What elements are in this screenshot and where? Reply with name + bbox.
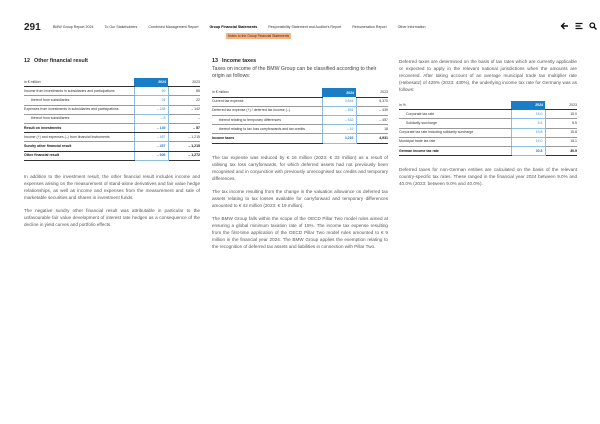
column-other-financial-result (24, 58, 200, 234)
paragraph: Deferred taxes for non-German entities are calculated on the basis of the relevant country-specific tax rates. These ranged in the financial year 2024 between 9.0% and 40.0% (2023: between 9.0% and 40.0%). (399, 167, 577, 187)
section-13-lead: Taxes on income of the BMW Group can be classified according to their origin as follows: (212, 66, 377, 80)
tax-rates-table (399, 101, 577, 156)
table-row: Sundry other financial result – 457 – 1,215 (24, 142, 200, 151)
column-tax-rates (399, 58, 577, 193)
section-13-heading: 13 Income taxes (212, 58, 257, 64)
paragraph: The BMW Group falls within the scope of the OECD Pillar Two model rules aimed at ensuring a global minimum taxation rate of 15%. The income tax expense resulting from the first-time application of the OECD Pillar Two model rules amounted to € 9 million in the financial year 2024. The BMW Group applies the exemption relating to the recognition of deferred tax assets and liabilities in connection with Pillar Two. (212, 215, 388, 249)
table-row-total: German income tax rate 30.8 30.9 (399, 146, 577, 155)
table-row: Income from investments in subsidiaries and participations 59 85 (24, 87, 200, 96)
paragraph: In addition to the investment result, the other financial result includes income and expenses arising on the measurement of stand-alone derivatives and fair value hedge relationships, as well as income and expenses from the measurement and sale of marketable securities and shares in investment funds. (24, 173, 200, 200)
table-row: thereof relating to temporary differences – 532 – 457 (212, 115, 388, 124)
nav-combined-management-report[interactable]: Combined Management Report (148, 25, 199, 29)
search-icon[interactable] (589, 22, 597, 30)
table-row: Corporate tax rate including solidarity surcharge 15.8 15.8 (399, 128, 577, 137)
table-row: Corporate tax rate 15.0 15.0 (399, 110, 577, 119)
back-arrow-icon[interactable] (560, 22, 569, 30)
table-row: Deferred tax expense (+) / deferred tax income (–) – 551 – 439 (212, 106, 388, 115)
column-income-taxes (212, 58, 388, 256)
section-12-heading: 12 Other financial result (24, 58, 88, 64)
nav-bmw-group-report[interactable]: BMW Group Report 2024 (53, 25, 94, 29)
nav-other-information[interactable]: Other Information (397, 25, 426, 29)
table-row: thereof from subsidiaries – 8 – (24, 114, 200, 123)
table-header-row: in € million 2024 2023 (24, 78, 200, 87)
table-header-row: in % 2024 2023 (399, 101, 577, 110)
table-row-total: Other financial result – 606 – 1,272 (24, 151, 200, 160)
report-header (0, 0, 600, 45)
nav-responsibility-statement[interactable]: Responsibility Statement and Auditor's Report (268, 25, 342, 29)
paragraph: The negative sundry other financial result was attributable in particular to the unfavourable fair value development of interest rate hedges as a consequence of the decline in yield curves and portfolio effects. (24, 207, 200, 227)
nav-group-financial-statements[interactable]: Group Financial Statements (209, 25, 258, 29)
tax-rates-intro: Deferred taxes are determined on the basis of tax rates which are currently applicable or expected to apply in the relevant national jurisdictions when the amounts are recovered. After taking account of an average municipal trade tax multiplier rate (Hebesatz) of 429% (2023: 430%), the underlying income tax rate for Germany was as follows: (399, 59, 577, 92)
table-row-total: Income taxes 3,293 4,931 (212, 134, 388, 143)
nav-to-our-stakeholders[interactable]: To Our Stakeholders (104, 25, 138, 29)
subnav-notes[interactable]: Notes to the Group Financial Statements (228, 34, 290, 38)
table-row: Result on investments – 149 – 57 (24, 123, 200, 132)
paragraph: The tax expense was reduced by € 16 million (2023: € 33 million) as a result of utilising tax loss carryforwards, for which deferred assets had not previously been recognised and in conjunction with previously unrecognised tax credits and temporary differences. (212, 154, 388, 181)
table-row: Expenses from investments in subsidiaries and participations – 248 – 142 (24, 105, 200, 114)
header-icons (560, 22, 597, 30)
table-row: thereof from subsidiaries 24 22 (24, 96, 200, 105)
top-navigation (53, 25, 426, 29)
table-row: Income (+) and expenses (–) from financial instruments – 457 – 1,215 (24, 133, 200, 142)
table-row: Solidarity surcharge 5.5 5.5 (399, 119, 577, 128)
income-taxes-table (212, 88, 388, 143)
menu-icon[interactable] (575, 22, 583, 30)
table-header-row: in € million 2024 2023 (212, 88, 388, 97)
paragraph: The tax income resulting from the change in the valuation allowance on deferred tax assets relating to tax losses available for carryforward and temporary differences amounted to € 42 million (2023: € 19 million). (212, 188, 388, 208)
table-row: thereof relating to tax loss carryforwards and tax credits – 19 18 (212, 125, 388, 134)
page-number: 291 (24, 22, 41, 33)
other-financial-result-table (24, 78, 200, 161)
nav-remuneration-report[interactable]: Remuneration Report (352, 25, 387, 29)
table-row: Municipal trade tax rate 15.0 15.1 (399, 137, 577, 146)
table-row: Current tax expense 3,844 5,370 (212, 97, 388, 106)
